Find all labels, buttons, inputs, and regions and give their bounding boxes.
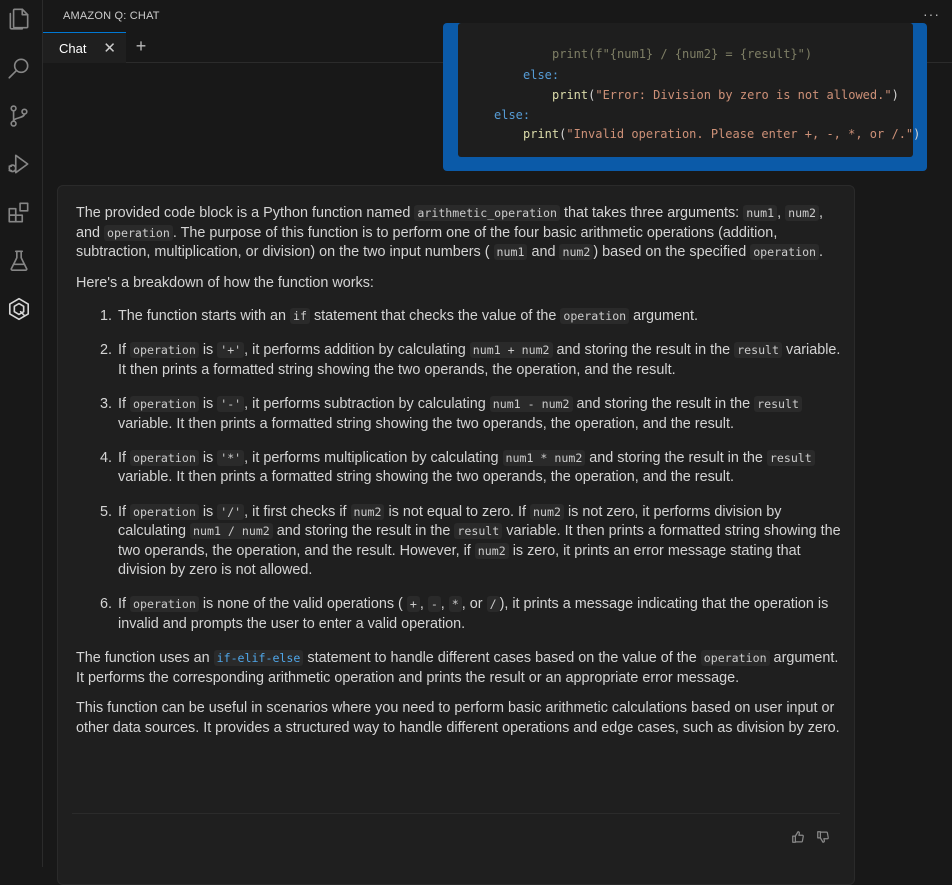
list-item: 5. If operation is '/' , it first checks if num2 is not equal to zero. If num2 is not zero, it performs division by calculating num1 / num2 and storing the result in the result variable. It then prints a formatted string showing the two operands, the operation, and the result. However, if num2 is zero, it prints an error message stating that division by zero is not allowed. (116, 503, 842, 581)
explorer-icon[interactable] (5, 5, 33, 33)
amazon-q-icon[interactable] (5, 295, 33, 323)
source-control-icon[interactable] (5, 102, 33, 130)
close-icon[interactable]: ✕ (103, 40, 116, 57)
extensions-icon[interactable] (5, 199, 33, 227)
code-line: else: (523, 68, 560, 82)
breakdown-list (116, 307, 842, 634)
more-actions-icon[interactable]: ··· (923, 6, 940, 22)
thumbs-down-icon[interactable] (816, 830, 832, 846)
code-line: else: (494, 108, 531, 122)
testing-icon[interactable] (5, 247, 33, 275)
list-item: 2. If operation is '+' , it performs addition by calculating num1 + num2 and storing the result in the result variable. It then prints a formatted string showing the two operands, the operation, and the result. (116, 341, 842, 380)
code-line: print("Invalid operation. Please enter +, -, *, or /.") (523, 127, 921, 141)
list-item: 6. If operation is none of the valid operations ( + , - , * , or / ), it prints a message indicating that the operation is invalid and prompts the user to enter a valid operation. (116, 595, 842, 634)
paragraph: This function can be useful in scenarios where you need to perform basic arithmetic calculations based on user input or other data sources. It provides a structured way to handle different operations and edge cases, such as division by zero. (76, 700, 840, 736)
run-debug-icon[interactable] (5, 150, 33, 178)
panel-title: AMAZON Q: CHAT (63, 10, 160, 22)
list-item: 1. The function starts with an if statement that checks the value of the operation argument. (116, 307, 842, 327)
tab-chat-label: Chat (59, 40, 87, 56)
add-tab-icon[interactable]: + (135, 36, 147, 56)
code-line: print("Error: Division by zero is not allowed.") (552, 88, 899, 102)
feedback-bar (72, 813, 840, 853)
search-icon[interactable] (5, 54, 33, 82)
code-block (458, 23, 921, 157)
tab-chat[interactable] (43, 32, 126, 63)
answer-body (76, 204, 842, 749)
code-link[interactable]: if-elif-else (214, 650, 304, 666)
list-item: 3. If operation is '-' , it performs subtraction by calculating num1 - num2 and storing the result in the result variable. It then prints a formatted string showing the two operands, the operation, and the result. (116, 395, 842, 434)
paragraph: The function uses an if-elif-else statement to handle different cases based on the value of the operation argument. It performs the corresponding arithmetic operation and prints the result or an appropriate error message. (76, 650, 839, 686)
activity-bar (0, 0, 43, 867)
paragraph: The provided code block is a Python function named arithmetic_operation that takes three arguments: num1 , num2 , and operation . The purpose of this function is to perform one of the four basic arithmetic operations (addition, subtraction, multiplication, or division) on the two input numbers ( num1 and num2 ) based on the specified operation . (76, 205, 824, 261)
paragraph: Here's a breakdown of how the function works: (76, 274, 374, 291)
thumbs-up-icon[interactable] (791, 830, 807, 846)
assistant-message (57, 185, 855, 885)
list-item: 4. If operation is '*' , it performs multiplication by calculating num1 * num2 and storing the result in the result variable. It then prints a formatted string showing the two operands, the operation, and the result. (116, 449, 842, 488)
code-line: print(f"{num1} / {num2} = {result}") (552, 47, 813, 61)
user-message-bubble (443, 23, 927, 171)
